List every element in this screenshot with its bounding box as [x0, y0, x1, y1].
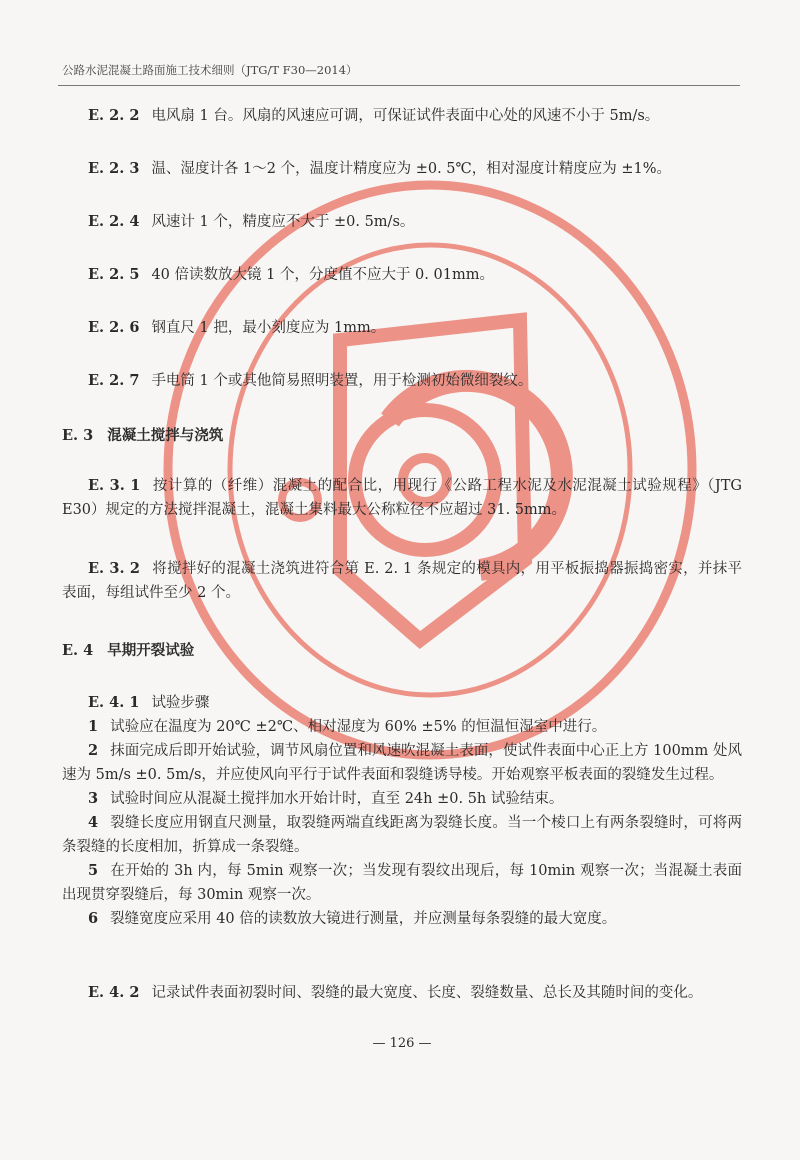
clause-number: E. 2. 6 [88, 319, 140, 336]
section-number: E. 4 [62, 642, 94, 659]
step-text: 抹面完成后即开始试验，调节风扇位置和风速吹混凝土表面，使试件表面中心正上方 100mm 处风速为 5m/s ±0. 5m/s，并应使风向平行于试件表面和裂缝诱导棱。开始观察平板表面的裂缝发生过程。 [62, 743, 742, 783]
clause-title: 试验步骤 [151, 695, 210, 711]
step-number: 4 [88, 814, 99, 831]
step-number: 5 [88, 862, 99, 879]
step-4 [62, 811, 742, 859]
clause-e4-1 [62, 691, 742, 715]
clause-text: 按计算的（纤维）混凝土的配合比，用现行《公路工程水泥及水泥混凝土试验规程》（JTG E30）规定的方法搅拌混凝土，混凝土集料最大公称粒径不应超过 31. 5mm。 [62, 478, 742, 518]
page-number: — 126 — [372, 1036, 432, 1051]
clause-e4-2 [62, 981, 742, 1005]
step-number: 3 [88, 790, 99, 807]
clause-number: E. 4. 1 [88, 694, 140, 711]
clause-e3-1 [62, 474, 742, 522]
clause-text: 40 倍读数放大镜 1 个，分度值不应大于 0. 01mm。 [151, 267, 494, 283]
section-title: 早期开裂试验 [107, 642, 195, 659]
step-text: 在开始的 3h 内，每 5min 观察一次；当发现有裂纹出现后，每 10min 观察一次；当混凝土表面出现贯穿裂缝后，每 30min 观察一次。 [62, 863, 742, 903]
step-text: 试验应在温度为 20℃ ±2℃、相对湿度为 60% ±5% 的恒温恒湿室中进行。 [110, 719, 607, 735]
section-heading-e3 [62, 424, 742, 448]
clause-e2-3 [62, 157, 742, 181]
clause-text: 手电筒 1 个或其他简易照明装置，用于检测初始微细裂纹。 [151, 373, 533, 389]
section-heading-e4 [62, 639, 742, 663]
step-1 [62, 715, 742, 739]
clause-e2-4 [62, 210, 742, 234]
clause-text: 记录试件表面初裂时间、裂缝的最大宽度、长度、裂缝数量、总长及其随时间的变化。 [151, 985, 703, 1001]
clause-number: E. 2. 3 [88, 160, 140, 177]
header-rule [58, 85, 740, 86]
clause-number: E. 2. 5 [88, 266, 140, 283]
section-number: E. 3 [62, 427, 94, 444]
clause-e2-6 [62, 316, 742, 340]
clause-text: 风速计 1 个，精度应不大于 ±0. 5m/s。 [151, 214, 415, 230]
clause-e2-5 [62, 263, 742, 287]
clause-text: 温、湿度计各 1～2 个，温度计精度应为 ±0. 5℃，相对湿度计精度应为 ±1%。 [151, 161, 672, 177]
clause-text: 钢直尺 1 把，最小刻度应为 1mm。 [151, 320, 386, 336]
step-3 [62, 787, 742, 811]
clause-number: E. 2. 2 [88, 107, 140, 124]
clause-number: E. 4. 2 [88, 984, 140, 1001]
step-5 [62, 859, 742, 907]
section-title: 混凝土搅拌与浇筑 [107, 427, 224, 444]
clause-e2-2 [62, 104, 742, 128]
clause-number: E. 2. 4 [88, 213, 140, 230]
step-text: 裂缝长度应用钢直尺测量，取裂缝两端直线距离为裂缝长度。当一个棱口上有两条裂缝时，可将两条裂缝的长度相加，折算成一条裂缝。 [62, 815, 742, 855]
clause-e3-2 [62, 557, 742, 605]
step-text: 试验时间应从混凝土搅拌加水开始计时，直至 24h ±0. 5h 试验结束。 [110, 791, 564, 807]
clause-number: E. 3. 1 [88, 477, 141, 494]
step-text: 裂缝宽度应采用 40 倍的读数放大镜进行测量，并应测量每条裂缝的最大宽度。 [110, 911, 617, 927]
step-number: 6 [88, 910, 99, 927]
step-number: 2 [88, 742, 99, 759]
clause-number: E. 3. 2 [88, 560, 140, 577]
running-header: 公路水泥混凝土路面施工技术细则（JTG/T F30—2014） [62, 63, 358, 77]
clause-text: 将搅拌好的混凝土浇筑进符合第 E. 2. 1 条规定的模具内，用平板振捣器振捣密实，并抹平表面，每组试件至少 2 个。 [62, 561, 742, 601]
step-6 [62, 907, 742, 931]
clause-e2-7 [62, 369, 742, 393]
clause-text: 电风扇 1 台。风扇的风速应可调，可保证试件表面中心处的风速不小于 5m/s。 [151, 108, 660, 124]
clause-number: E. 2. 7 [88, 372, 140, 389]
step-2 [62, 739, 742, 787]
step-number: 1 [88, 718, 99, 735]
page-body [62, 104, 742, 1053]
